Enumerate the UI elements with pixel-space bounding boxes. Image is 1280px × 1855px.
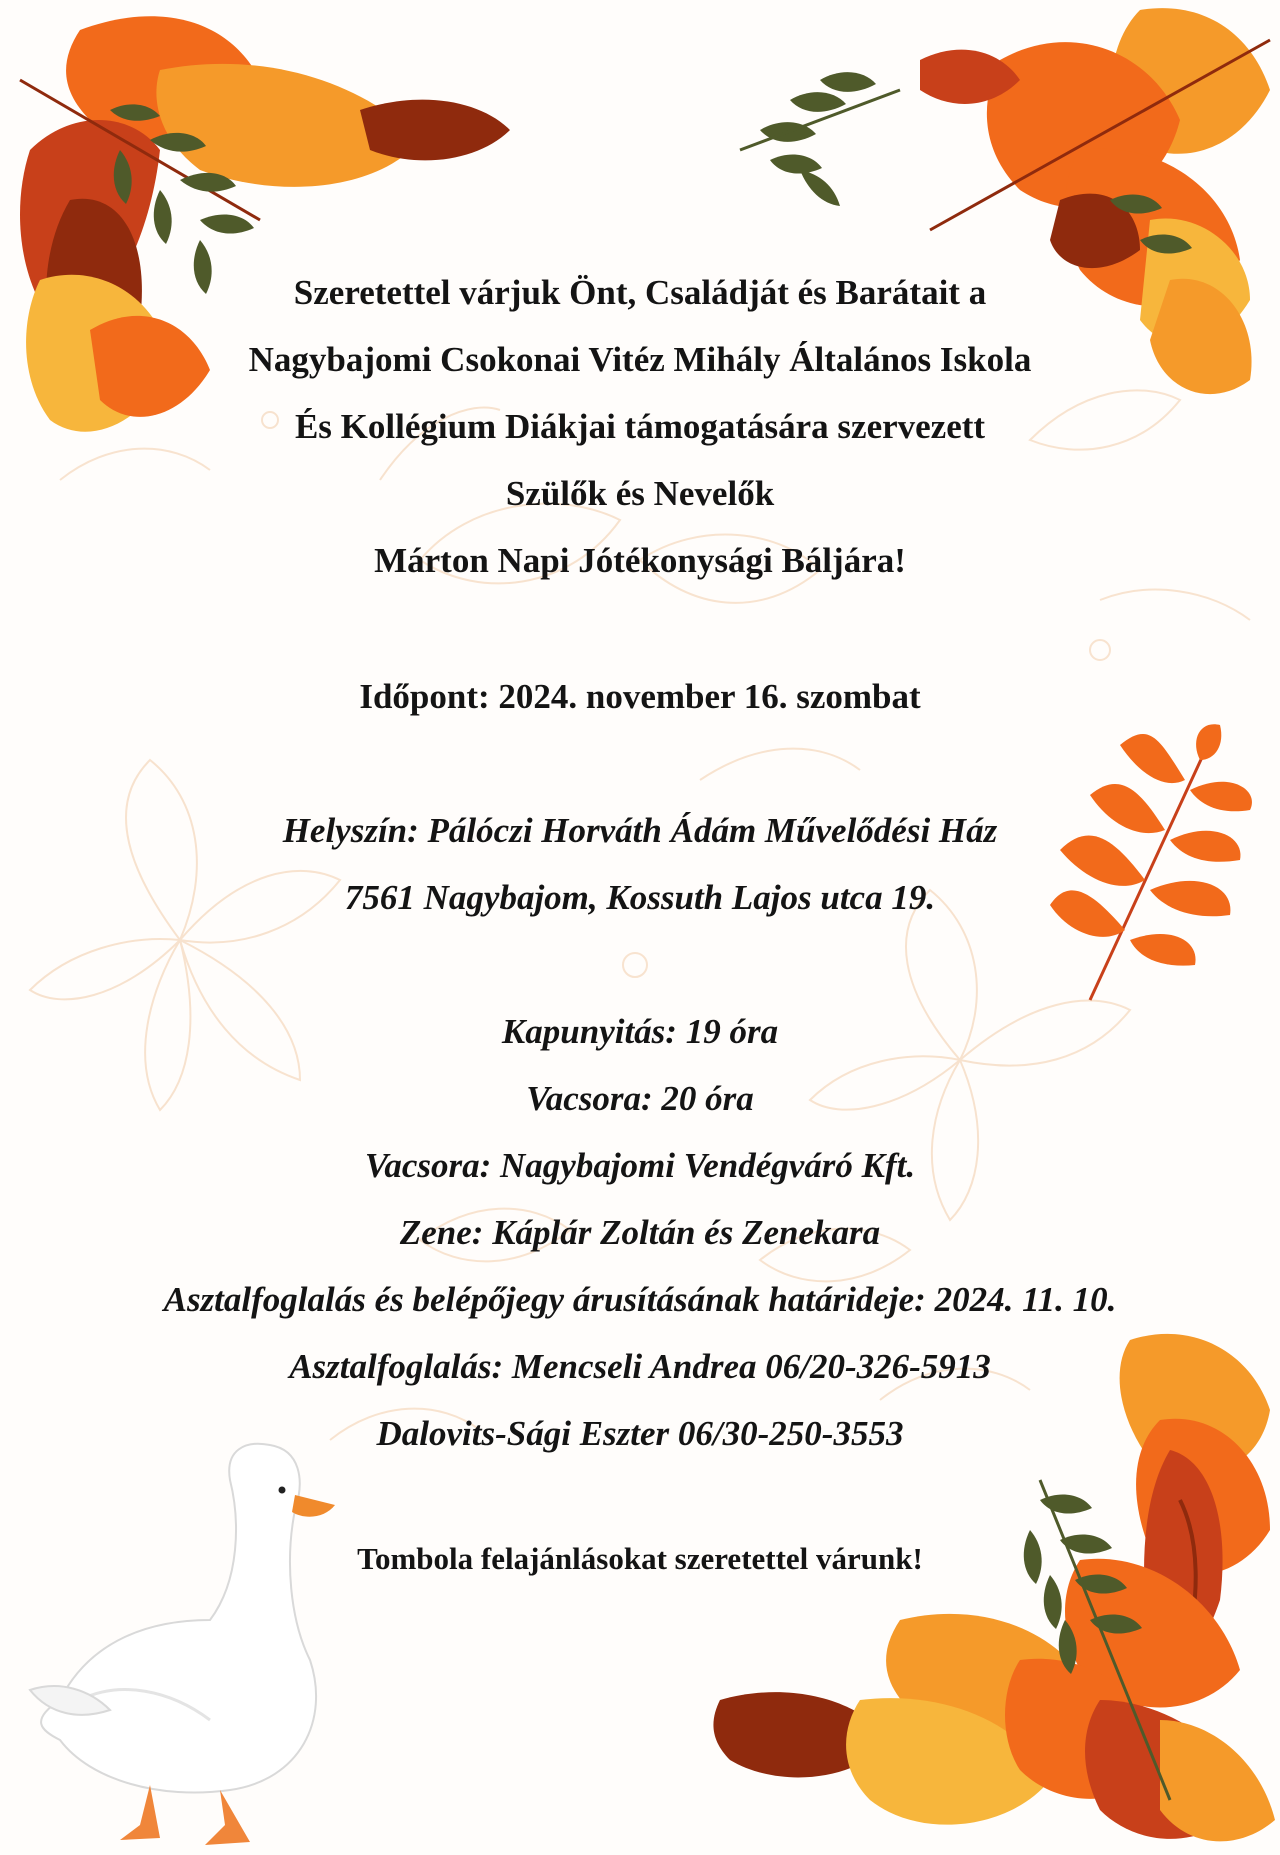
venue-text: Helyszín: Pálóczi Horváth Ádám Művelődési Ház [282,811,998,850]
intro-line-1: Szeretettel várjuk Önt, Családját és Barátait a [293,273,987,312]
intro-line-5: Márton Napi Jótékonysági Báljára! [374,541,906,580]
intro-line-3: És Kollégium Diákjai támogatására szervezett [294,407,986,446]
detail-line-4: Zene: Káplár Zoltán és Zenekara [399,1213,881,1252]
detail-line-6: Asztalfoglalás: Mencseli Andrea 06/20-326-5913 [289,1347,991,1386]
tombola-note [0,1534,1280,1584]
detail-line-1: Kapunyitás: 19 óra [501,1012,779,1051]
intro-line-2: Nagybajomi Csokonai Vitéz Mihály Általános Iskola [248,340,1032,379]
detail-line-3: Vacsora: Nagybajomi Vendégváró Kft. [364,1146,916,1185]
event-details [0,998,1280,1467]
detail-line-2: Vacsora: 20 óra [526,1079,754,1118]
event-date [0,663,1280,730]
event-venue [0,797,1280,931]
tombola-text: Tombola felajánlásokat szeretettel várunk! [357,1541,923,1576]
intro-line-4: Szülők és Nevelők [505,474,775,513]
address-text: 7561 Nagybajom, Kossuth Lajos utca 19. [344,878,936,917]
invitation-intro [0,259,1280,594]
detail-line-7: Dalovits-Sági Eszter 06/30-250-3553 [376,1414,904,1453]
date-text: Időpont: 2024. november 16. szombat [359,677,921,716]
detail-line-5: Asztalfoglalás és belépőjegy árusításának határideje: 2024. 11. 10. [163,1280,1117,1319]
